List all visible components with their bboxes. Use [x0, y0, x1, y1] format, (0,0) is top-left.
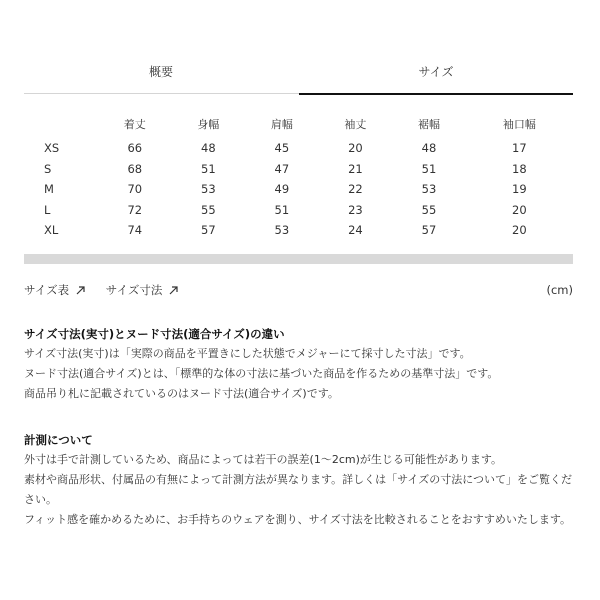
size-label: M — [44, 182, 54, 197]
paragraph-line: フィット感を確かめるために、お手持ちのウェアを測り、サイズ寸法を比較されることをおすすめいたします。 — [24, 513, 572, 526]
tab-bar — [24, 56, 573, 94]
table-cell: 57 — [201, 223, 216, 238]
paragraph-line: 素材や商品形状、付属品の有無によって計測方法が異なります。詳しくは「サイズの寸法について」をご覧ください。 — [24, 473, 573, 506]
table-row — [24, 159, 573, 180]
table-cell: 51 — [201, 161, 216, 176]
table-cell: 48 — [201, 141, 216, 156]
size-table — [24, 110, 573, 241]
column-header: 裾幅 — [417, 118, 440, 131]
paragraph-line: 商品吊り札に記載されているのはヌード寸法(適合サイズ)です。 — [24, 387, 339, 400]
size-label: XS — [44, 141, 60, 156]
table-row — [24, 179, 573, 200]
section-body-size-difference — [24, 344, 580, 404]
table-cell: 22 — [348, 182, 363, 197]
table-cell: 18 — [512, 161, 527, 176]
table-cell: 55 — [421, 202, 437, 217]
table-cell: 24 — [348, 223, 363, 238]
section-title-measurement: 計測について — [24, 433, 93, 447]
table-cell: 49 — [274, 182, 290, 197]
tab-overview[interactable]: 概要 — [148, 65, 173, 79]
table-cell: 53 — [274, 223, 290, 238]
section-body-measurement — [24, 450, 580, 530]
size-table-header — [24, 110, 573, 138]
table-cell: 57 — [421, 223, 437, 238]
size-label: L — [44, 202, 51, 217]
column-header: 着丈 — [123, 118, 146, 131]
table-cell: 51 — [421, 161, 437, 176]
size-label: XL — [44, 223, 59, 238]
column-header: 袖口幅 — [502, 118, 536, 131]
section-divider-bar — [24, 254, 573, 264]
table-cell: 21 — [348, 161, 363, 176]
table-cell: 74 — [127, 223, 143, 238]
section-title-size-difference: サイズ寸法(実寸)とヌード寸法(適合サイズ)の違い — [24, 327, 285, 341]
size-chart-link-label: サイズ表 — [24, 283, 70, 297]
size-dimensions-link-label: サイズ寸法 — [105, 283, 163, 297]
column-header: 袖丈 — [344, 118, 367, 131]
table-cell: 70 — [127, 182, 143, 197]
tab-active-indicator — [299, 93, 573, 95]
arrow-up-right-icon — [75, 285, 86, 296]
table-cell: 19 — [512, 182, 527, 197]
table-cell: 53 — [201, 182, 216, 197]
size-dimensions-link[interactable] — [106, 282, 180, 298]
unit-label: (cm) — [546, 283, 573, 297]
column-header: 肩幅 — [270, 118, 293, 131]
table-cell: 72 — [127, 202, 143, 217]
paragraph-line: サイズ寸法(実寸)は「実際の商品を平置きにした状態でメジャーにて採寸した寸法」です。 — [24, 347, 471, 360]
table-cell: 48 — [421, 141, 437, 156]
table-cell: 55 — [201, 202, 216, 217]
table-cell: 20 — [512, 202, 527, 217]
table-row — [24, 200, 573, 221]
size-chart-link[interactable] — [24, 282, 86, 298]
table-cell: 45 — [274, 141, 290, 156]
table-cell: 47 — [274, 161, 290, 176]
table-cell: 68 — [127, 161, 143, 176]
table-cell: 51 — [274, 202, 290, 217]
table-row — [24, 138, 573, 159]
size-links — [24, 282, 195, 298]
table-row — [24, 220, 573, 241]
table-cell: 23 — [348, 202, 363, 217]
column-header — [24, 110, 98, 138]
table-cell: 66 — [127, 141, 143, 156]
table-cell: 20 — [512, 223, 527, 238]
paragraph-line: 外寸は手で計測しているため、商品によっては若干の誤差(1〜2cm)が生じる可能性があります。 — [24, 453, 503, 466]
column-header: 身幅 — [197, 118, 220, 131]
paragraph-line: ヌード寸法(適合サイズ)とは、「標準的な体の寸法に基づいた商品を作るための基準寸法」です。 — [24, 367, 499, 380]
size-label: S — [44, 161, 52, 176]
table-cell: 53 — [421, 182, 437, 197]
tab-size[interactable]: サイズ — [418, 65, 454, 79]
table-cell: 17 — [512, 141, 527, 156]
table-cell: 20 — [348, 141, 363, 156]
arrow-up-right-icon — [168, 285, 179, 296]
